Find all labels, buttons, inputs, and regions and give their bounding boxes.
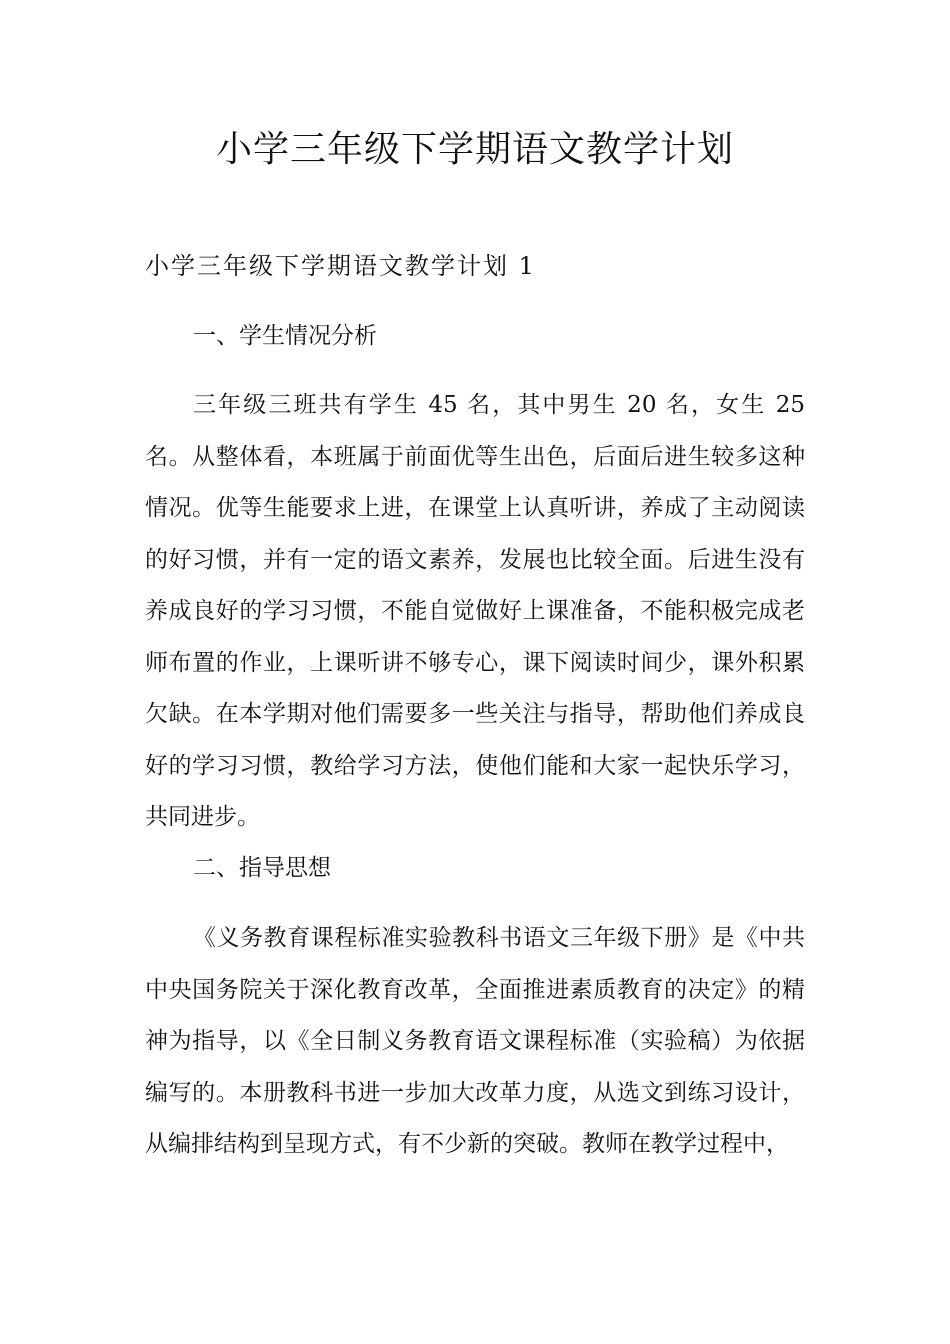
guiding-ideology-paragraph: 《义务教育课程标准实验教科书语文三年级下册》是《中共中央国务院关于深化教育改革，全面推进素质教育的决定》的精神为指导，以《全日制义务教育语文课程标准（实验稿）为依据编写的。本册教科书进一步加大改革力度，从选文到练习设计，从编排结构到呈现方式，有不少新的突破。教师在教学过程中，: [145, 925, 805, 1157]
student-analysis-paragraph: 三年级三班共有学生 45 名，其中男生 20 名，女生 25 名。从整体看，本班属于前面优等生出色，后面后进生较多这种情况。优等生能要求上进，在课堂上认真听讲，养成了主动阅读的好习惯，并有一定的语文素养，发展也比较全面。后进生没有养成良好的学习习惯，不能自觉做好上课准备，不能积极完成老师布置的作业，上课听讲不够专心，课下阅读时间少，课外积累欠缺。在本学期对他们需要多一些关注与指导，帮助他们养成良好的学习习惯，教给学习方法，使他们能和大家一起快乐学习，共同进步。: [145, 392, 805, 830]
guiding-ideology-heading: 二、指导思想: [193, 855, 331, 881]
student-analysis-heading: 一、学生情况分析: [193, 323, 377, 349]
document-title: 小学三年级下学期语文教学计划: [215, 129, 734, 170]
section-heading: 小学三年级下学期语文教学计划 1: [145, 252, 536, 280]
